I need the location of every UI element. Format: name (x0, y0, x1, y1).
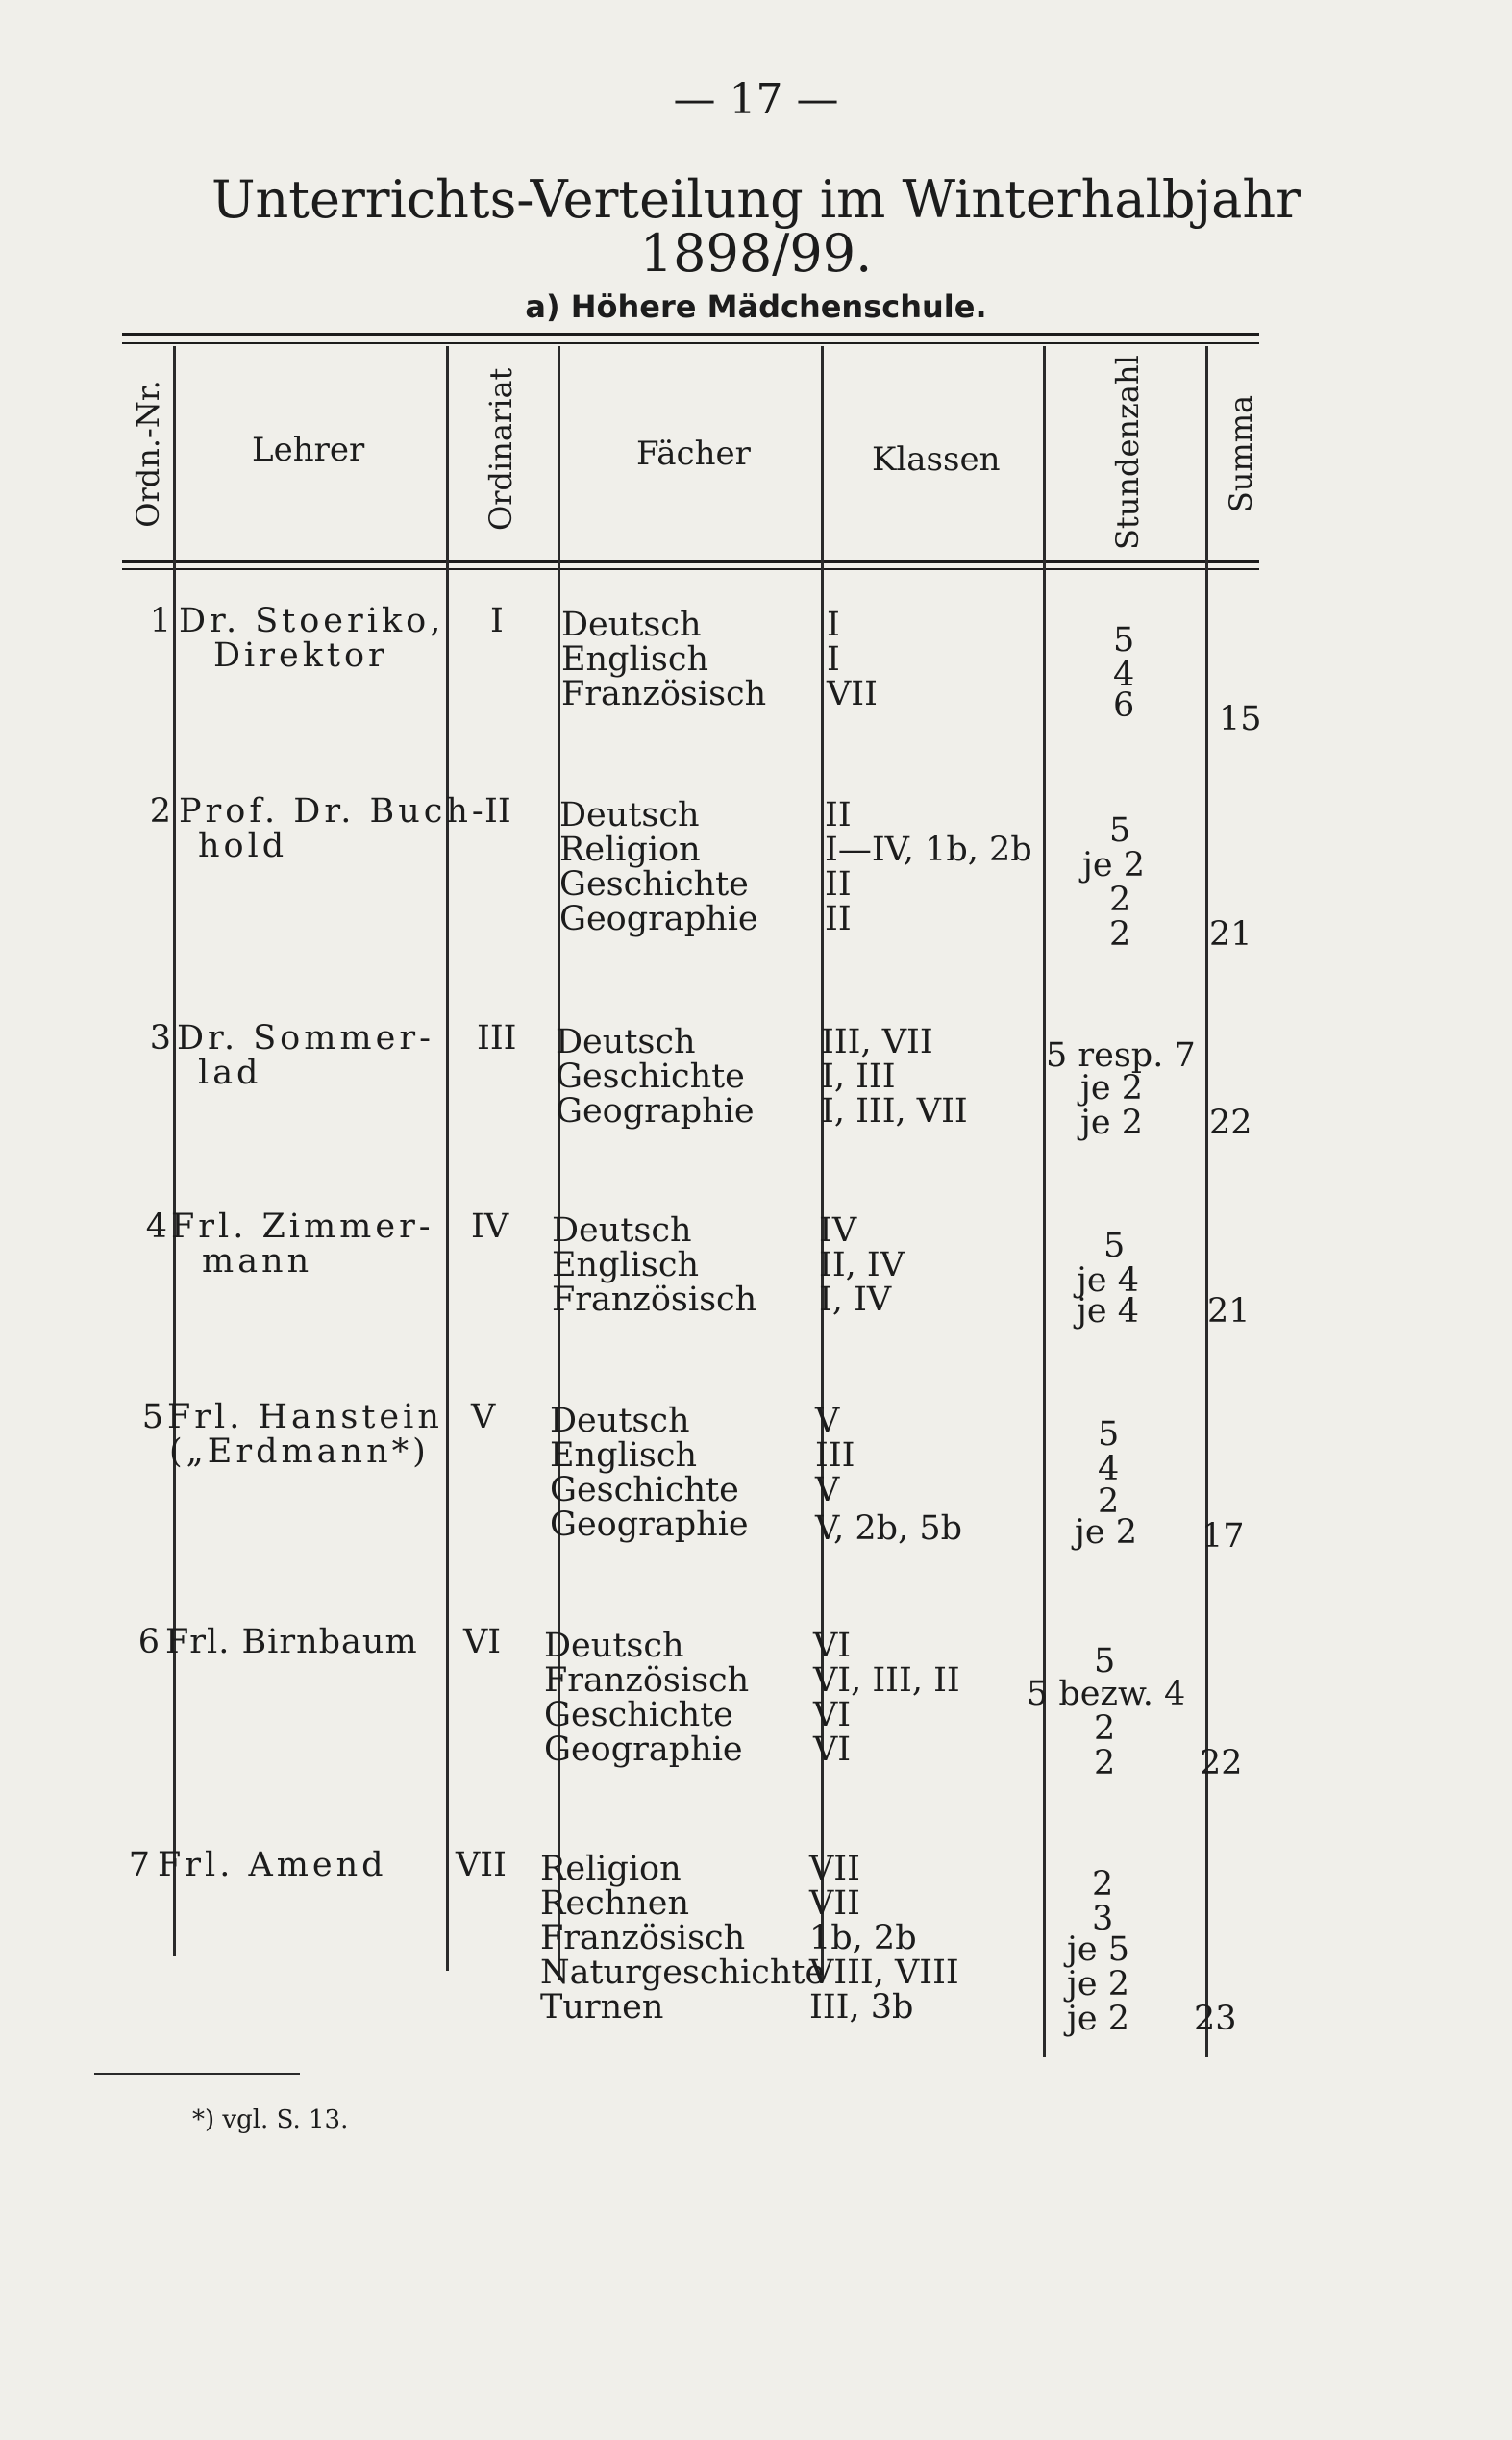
subject: Französisch (540, 1919, 746, 1957)
hours: 4 (1113, 656, 1135, 694)
sum: 21 (1207, 1292, 1251, 1331)
hours: 5 (1098, 1415, 1120, 1454)
hours: je 2 (1067, 1965, 1129, 2004)
sum: 22 (1209, 1104, 1252, 1142)
hours: je 4 (1077, 1292, 1139, 1331)
hours: 5 bezw. 4 (1027, 1675, 1186, 1713)
hours: 5 (1109, 811, 1131, 850)
row-number: 3 (149, 1019, 171, 1058)
teacher-name: Frl. Birnbaum (165, 1623, 418, 1661)
subject: Französisch (544, 1661, 750, 1700)
teacher-name: Frl. Zimmer- (171, 1208, 434, 1246)
hours: 5 (1113, 621, 1135, 660)
hours: je 2 (1067, 2000, 1129, 2038)
class: VI (813, 1696, 852, 1734)
class: III (815, 1436, 855, 1475)
class: III, 3b (809, 1988, 914, 2027)
row-number: 6 (137, 1623, 160, 1661)
subject: Geschichte (559, 865, 749, 904)
subject: Französisch (552, 1281, 757, 1319)
subject: Englisch (550, 1436, 697, 1475)
subject: Deutsch (561, 606, 702, 644)
hours: 5 (1094, 1642, 1116, 1681)
hours: 5 resp. 7 (1046, 1036, 1196, 1075)
hours: je 2 (1080, 1069, 1143, 1108)
sum: 15 (1219, 700, 1262, 738)
teacher-name-cont: Direktor (213, 636, 388, 675)
class: IV (819, 1211, 857, 1250)
class: V, 2b, 5b (815, 1509, 963, 1548)
subject: Französisch (561, 675, 767, 713)
teacher-name-cont: („Erdmann*) (169, 1432, 430, 1471)
subject: Deutsch (544, 1627, 684, 1665)
table-top-rule-thin (122, 342, 1259, 344)
subject: Religion (540, 1850, 682, 1888)
teacher-name: Frl. Hanstein (167, 1398, 443, 1436)
ordinariat-value: II (484, 792, 511, 831)
class: V (815, 1402, 840, 1440)
ordinariat-value: IV (471, 1208, 509, 1246)
teacher-name: Prof. Dr. Buch- (179, 792, 487, 831)
hours: 4 (1098, 1450, 1120, 1488)
page-year: 1898/99. (639, 223, 873, 284)
hours: 6 (1113, 686, 1135, 725)
header-ordinariat: Ordinariat (483, 367, 519, 531)
header-lehrer: Lehrer (252, 431, 365, 469)
teacher-name-cont: hold (198, 827, 288, 865)
teacher-name: Dr. Stoeriko, (179, 602, 445, 640)
table-header-rule (122, 560, 1259, 563)
class: VI (813, 1627, 852, 1665)
page-title: Unterrichts-Verteilung im Winterhalbjahr (211, 169, 1301, 230)
hours: 2 (1109, 915, 1131, 954)
subject: Rechnen (540, 1884, 690, 1923)
table-header-rule-thin (122, 568, 1259, 570)
table-top-rule (122, 333, 1259, 336)
class: VII (809, 1850, 860, 1888)
subject: Geographie (544, 1730, 743, 1769)
class: II (825, 900, 852, 938)
hours: je 5 (1067, 1930, 1129, 1969)
class: VIII, VIII (809, 1954, 959, 1992)
row-number: 7 (128, 1846, 150, 1884)
sum: 23 (1194, 2000, 1237, 2038)
row-number: 5 (141, 1398, 163, 1436)
class: III, VII (821, 1023, 933, 1061)
column-divider (1043, 346, 1046, 2057)
header-ordn: Ordn.-Nr. (130, 380, 166, 528)
footnote: *) vgl. S. 13. (192, 2105, 349, 2134)
class: VI, III, II (813, 1661, 960, 1700)
sum: 21 (1209, 915, 1252, 954)
header-faecher: Fächer (636, 435, 751, 473)
subject: Deutsch (556, 1023, 696, 1061)
class: I (827, 606, 840, 644)
hours: je 2 (1082, 846, 1145, 884)
hours: 3 (1092, 1900, 1114, 1938)
class: II (825, 796, 852, 834)
hours: 5 (1103, 1227, 1126, 1265)
hours: 2 (1094, 1709, 1116, 1748)
footnote-rule (94, 2073, 300, 2075)
subject: Deutsch (550, 1402, 690, 1440)
sum: 17 (1202, 1517, 1245, 1556)
hours: 2 (1098, 1482, 1120, 1521)
subject: Deutsch (552, 1211, 692, 1250)
column-divider (1205, 346, 1208, 2057)
subject: Geschichte (544, 1696, 733, 1734)
class: II, IV (819, 1246, 905, 1284)
column-divider (173, 346, 176, 1956)
subject: Englisch (561, 640, 708, 679)
class: VII (827, 675, 878, 713)
class: VI (813, 1730, 852, 1769)
subject: Geographie (550, 1506, 749, 1544)
teacher-name-cont: lad (198, 1054, 262, 1092)
row-number: 1 (149, 602, 171, 640)
row-number: 2 (149, 792, 171, 831)
header-summa: Summa (1223, 394, 1259, 513)
column-divider (446, 346, 449, 1971)
hours: je 2 (1080, 1104, 1143, 1142)
subject: Geschichte (550, 1471, 739, 1509)
sum: 22 (1200, 1744, 1243, 1782)
subject: Naturgeschichte (540, 1954, 826, 1992)
hours: 2 (1109, 881, 1131, 919)
page-number: — 17 — (673, 75, 839, 124)
teacher-name-cont: mann (202, 1242, 313, 1281)
class: VII (809, 1884, 860, 1923)
subject: Geschichte (556, 1058, 745, 1096)
teacher-name: Dr. Sommer- (177, 1019, 434, 1058)
class: I—IV, 1b, 2b (825, 831, 1032, 869)
class: II (825, 865, 852, 904)
class: I (827, 640, 840, 679)
class: V (815, 1471, 840, 1509)
ordinariat-value: III (477, 1019, 517, 1058)
subject: Deutsch (559, 796, 700, 834)
class: I, III (821, 1058, 896, 1096)
ordinariat-value: VII (456, 1846, 507, 1884)
subject: Geographie (559, 900, 758, 938)
class: I, IV (819, 1281, 892, 1319)
section-subtitle: a) Höhere Mädchenschule. (525, 288, 987, 325)
subject: Religion (559, 831, 701, 869)
teacher-name: Frl. Amend (158, 1846, 387, 1884)
hours: 2 (1094, 1744, 1116, 1782)
row-number: 4 (145, 1208, 167, 1246)
subject: Geographie (556, 1092, 755, 1131)
class: I, III, VII (821, 1092, 968, 1131)
hours: je 2 (1075, 1513, 1137, 1552)
ordinariat-value: I (490, 602, 504, 640)
hours: 2 (1092, 1865, 1114, 1904)
subject: Englisch (552, 1246, 699, 1284)
hours: je 4 (1077, 1261, 1139, 1300)
header-stundenzahl: Stundenzahl (1109, 355, 1146, 550)
ordinariat-value: VI (463, 1623, 502, 1661)
ordinariat-value: V (471, 1398, 496, 1436)
header-klassen: Klassen (872, 440, 1001, 479)
class: 1b, 2b (809, 1919, 917, 1957)
subject: Turnen (540, 1988, 664, 2027)
